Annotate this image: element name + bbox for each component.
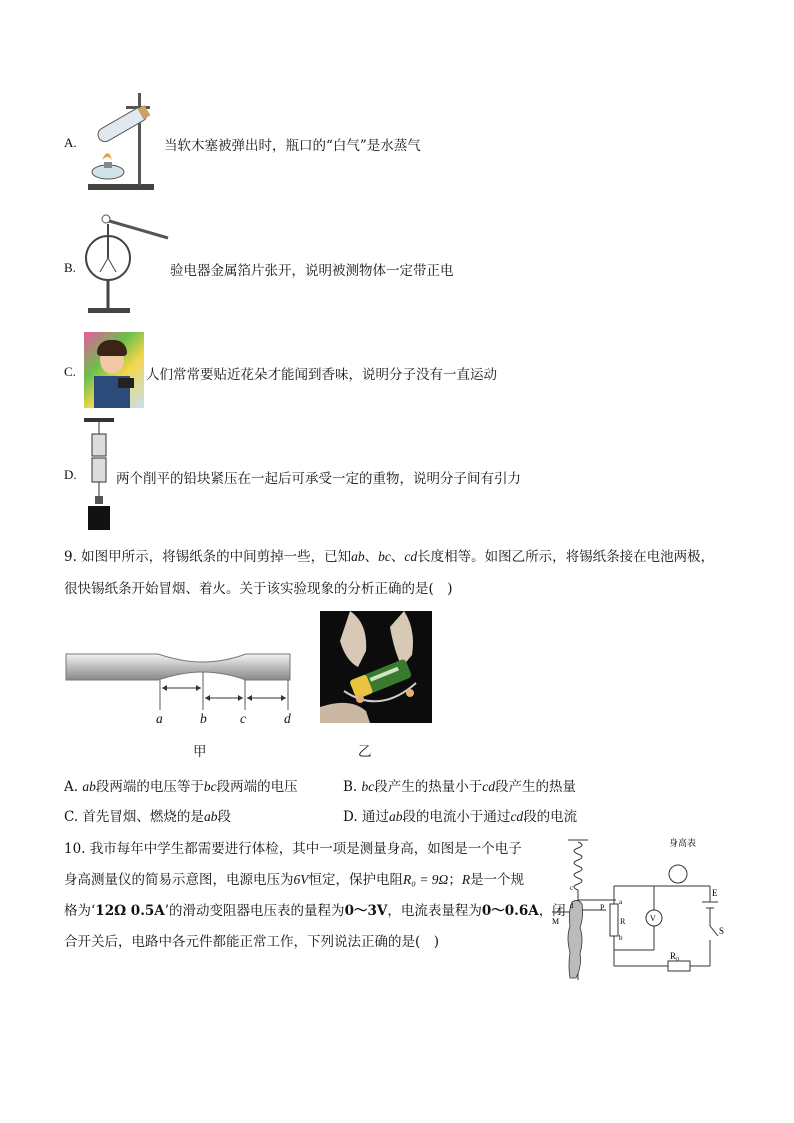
q10-line-3: 格为‘12Ω 0.5A’的滑动变阻器电压表的量程为0～3V，电流表量程为0～0.6A，闭 — [64, 903, 566, 919]
option-d-text: 两个削平的铅块紧压在一起后可承受一定的重物，说明分子间有引力 — [116, 471, 521, 487]
d-label: d — [570, 902, 574, 910]
q9-option-c: C. 首先冒烟、燃烧的是ab段 — [64, 809, 231, 825]
electroscope-figure — [84, 212, 174, 318]
q10-line-4: 合开关后，电路中各元件都能正常工作，下列说法正确的是( ) — [64, 934, 440, 950]
option-b-letter: B. — [64, 260, 76, 275]
height-meter-circuit-figure — [550, 838, 730, 984]
label-b: b — [200, 711, 207, 726]
r0-label: R₀ — [670, 951, 680, 961]
label-c: c — [240, 711, 246, 726]
figure-yi-caption: 乙 — [358, 744, 372, 760]
r-label: R — [620, 917, 626, 926]
label-a: a — [156, 711, 163, 726]
q9-line-1: 9. 如图甲所示，将锡纸条的中间剪掉一些，已知ab、bc、cd长度相等。如图乙所示，将锡纸条接在电池两极， — [64, 549, 715, 565]
flower-smelling-photo — [84, 332, 144, 408]
q10-line-2: 身高测量仪的简易示意图，电源电压为6V恒定，保护电阻R₀ = 9Ω；R是一个规 — [64, 872, 525, 888]
voltmeter-label: V — [650, 914, 656, 923]
test-tube-heating-figure — [82, 88, 162, 194]
option-c-text: 人们常常要贴近花朵才能闻到香味，说明分子没有一直运动 — [146, 367, 497, 383]
battery-foil-photo — [320, 611, 432, 723]
q9-option-a: A. ab段两端的电压等于bc段两端的电压 — [64, 779, 298, 795]
option-a-letter: A. — [64, 135, 77, 150]
lead-blocks-figure — [82, 416, 116, 532]
option-a-text: 当软木塞被弹出时，瓶口的“白气”是水蒸气 — [164, 138, 421, 154]
meter-label: 身高表 — [669, 839, 697, 849]
q9-option-b: B. bc段产生的热量小于cd段产生的热量 — [343, 779, 577, 795]
label-d: d — [284, 711, 291, 726]
q9-option-d: D. 通过ab段的电流小于通过cd段的电流 — [343, 809, 578, 825]
m-label: M — [552, 917, 560, 926]
option-b-text: 验电器金属箔片张开，说明被测物体一定带正电 — [170, 263, 454, 279]
figure-jia-caption: 甲 — [193, 744, 207, 760]
q9-line-2: 很快锡纸条开始冒烟、着火。关于该实验现象的分析正确的是( ) — [64, 581, 453, 597]
option-d-letter: D. — [64, 467, 77, 482]
p-label: P — [600, 903, 605, 912]
option-c-letter: C. — [64, 364, 76, 379]
c-label: c — [570, 884, 574, 892]
source-e-label: E — [712, 888, 718, 898]
a-label: a — [619, 898, 623, 906]
q10-line-1: 10. 我市每年中学生都需要进行体检，其中一项是测量身高，如图是一个电子 — [64, 841, 522, 857]
switch-s-label: S — [719, 926, 725, 936]
tin-foil-strip-figure — [62, 640, 298, 732]
b-label: b — [619, 934, 623, 942]
